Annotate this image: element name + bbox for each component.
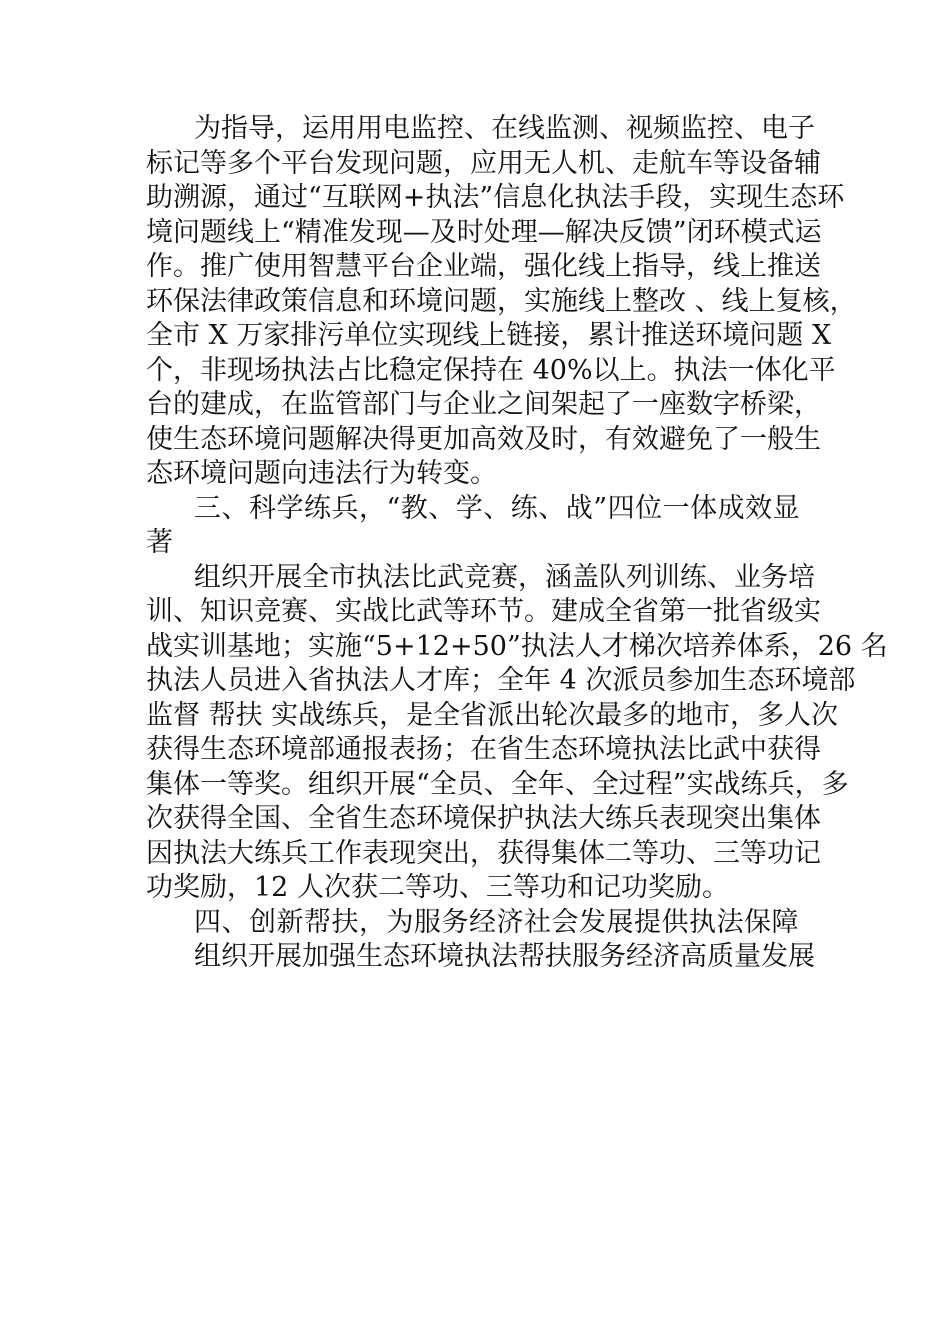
paragraph-line: 获得生态环境部通报表扬；在省生态环境执法比武中获得	[146, 734, 821, 765]
paragraph-line: 因执法大练兵工作表现突出，获得集体二等功、三等功记	[146, 837, 821, 869]
paragraph-line: 助溯源，通过“互联网+执法”信息化执法手段，实现生态环	[146, 182, 845, 213]
paragraph-line: 境问题线上“精准发现—及时处理—解决反馈”闭环模式运	[146, 216, 822, 248]
paragraph-line: 训、知识竞赛、实战比武等环节。建成全省第一批省级实	[146, 596, 821, 627]
section-heading-3: 三、科学练兵，“教、学、练、战”四位一体成效显	[194, 492, 801, 524]
paragraph-line: 战实训基地；实施“5+12+50”执法人才梯次培养体系，26 名	[146, 630, 888, 662]
paragraph-line: 执法人员进入省执法人才库；全年 4 次派员参加生态环境部	[146, 665, 856, 696]
paragraph-line: 态环境问题向违法行为转变。	[146, 458, 497, 489]
paragraph-line: 组织开展全市执法比武竞赛，涵盖队列训练、业务培	[194, 561, 815, 593]
paragraph-line: 环保法律政策信息和环境问题，实施线上整改 、线上复核，	[146, 285, 857, 317]
paragraph-line: 组织开展加强生态环境执法帮扶服务经济高质量发展	[194, 941, 815, 972]
paragraph-line: 个，非现场执法占比稳定保持在 40%以上。执法一体化平	[146, 354, 836, 386]
section-heading-3-continued: 著	[146, 527, 174, 558]
paragraph-line: 使生态环境问题解决得更加高效及时，有效避免了一般生	[146, 423, 821, 455]
section-heading-4: 四、创新帮扶，为服务经济社会发展提供执法保障	[194, 906, 799, 938]
paragraph-line: 作。推广使用智慧平台企业端，强化线上指导，线上推送	[146, 251, 821, 282]
paragraph-line: 监督 帮扶 实战练兵，是全省派出轮次最多的地市，多人次	[146, 699, 839, 731]
paragraph-line: 台的建成，在监管部门与企业之间架起了一座数字桥梁，	[146, 389, 821, 420]
paragraph-line: 标记等多个平台发现问题，应用无人机、走航车等设备辅	[146, 147, 821, 179]
document-body	[146, 112, 888, 975]
paragraph-line: 功奖励，12 人次获二等功、三等功和记功奖励。	[146, 872, 729, 903]
paragraph-line: 为指导，运用用电监控、在线监测、视频监控、电子	[194, 113, 815, 144]
paragraph-line: 集体一等奖。组织开展“全员、全年、全过程”实战练兵，多	[146, 768, 849, 800]
paragraph-line: 全市 X 万家排污单位实现线上链接，累计推送环境问题 X	[146, 320, 832, 351]
paragraph-line: 次获得全国、全省生态环境保护执法大练兵表现突出集体	[146, 803, 821, 834]
